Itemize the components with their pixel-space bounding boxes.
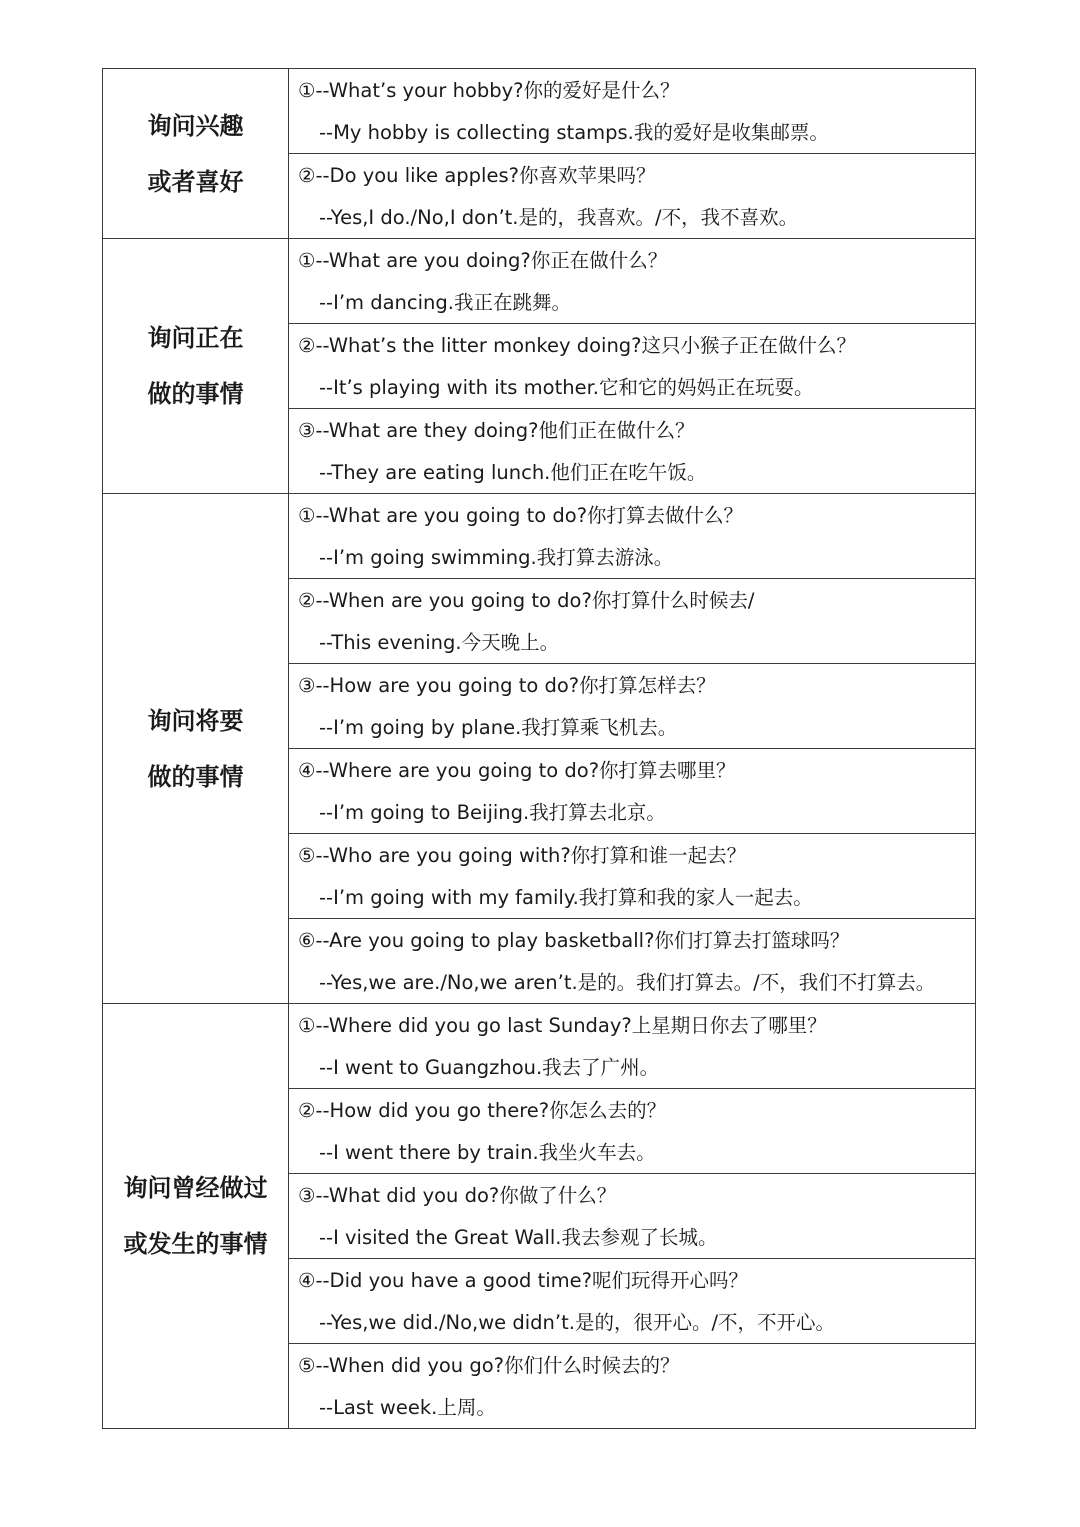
category-title-line: 询问正在: [147, 324, 244, 352]
answer-text: --I went to Guangzhou.我去了广州。: [319, 1056, 660, 1079]
category-cell: [103, 69, 289, 239]
category-title-line: 询问将要: [147, 706, 244, 735]
answer-text: --I’m going swimming.我打算去游泳。: [319, 546, 674, 569]
qa-cell: [289, 919, 976, 1004]
question-text: ⑤--Who are you going with?你打算和谁一起去？: [298, 844, 747, 867]
category-cell: [103, 494, 289, 1004]
question-text: ③--How are you going to do?你打算怎样去？: [298, 674, 716, 697]
answer-text: --They are eating lunch.他们正在吃午饭。: [319, 461, 707, 484]
qa-cell: [289, 834, 976, 919]
category-cell: [103, 239, 289, 494]
category-title-line: 或发生的事情: [123, 1230, 268, 1258]
question-text: ①--What are you going to do?你打算去做什么？: [298, 504, 744, 527]
answer-text: --Yes,we are./No,we aren’t.是的。我们打算去。/不，我们不打算去。: [319, 971, 936, 994]
table-row: [103, 494, 976, 579]
answer-text: --Yes,I do./No,I don’t.是的，我喜欢。/不，我不喜欢。: [319, 206, 799, 229]
qa-cell: [289, 69, 976, 154]
question-text: ③--What are they doing?他们正在做什么？: [298, 419, 695, 442]
answer-text: --I’m going with my family.我打算和我的家人一起去。: [319, 886, 813, 909]
answer-text: --Yes,we did./No,we didn’t.是的，很开心。/不，不开心。: [319, 1311, 836, 1334]
question-text: ①--What’s your hobby?你的爱好是什么？: [298, 79, 680, 102]
qa-cell: [289, 409, 976, 494]
answer-text: --My hobby is collecting stamps.我的爱好是收集邮票。: [319, 121, 829, 144]
category-cell: [103, 1004, 289, 1429]
question-text: ④--Did you have a good time?呢们玩得开心吗？: [298, 1269, 749, 1292]
qa-cell: [289, 1259, 976, 1344]
qa-cell: [289, 749, 976, 834]
table-row: [103, 1004, 976, 1089]
answer-text: --This evening.今天晚上。: [319, 631, 560, 654]
qa-cell: [289, 494, 976, 579]
category-title-line: 询问曾经做过: [123, 1174, 268, 1202]
qa-cell: [289, 1089, 976, 1174]
qa-cell: [289, 324, 976, 409]
question-text: ②--How did you go there?你怎么去的？: [298, 1099, 667, 1122]
qa-cell: [289, 1344, 976, 1429]
question-text: ②--When are you going to do?你打算什么时候去/: [298, 589, 755, 612]
phrase-table-body: [103, 69, 976, 1429]
answer-text: --I went there by train.我坐火车去。: [319, 1141, 656, 1164]
answer-text: --I’m going to Beijing.我打算去北京。: [319, 801, 666, 824]
phrase-table: [102, 68, 976, 1429]
answer-text: --It’s playing with its mother.它和它的妈妈正在玩耍。: [319, 376, 814, 399]
table-row: [103, 239, 976, 324]
answer-text: --I’m dancing.我正在跳舞。: [319, 291, 571, 314]
category-title-line: 或者喜好: [147, 167, 244, 196]
qa-cell: [289, 1004, 976, 1089]
question-text: ①--What are you doing?你正在做什么？: [298, 249, 668, 272]
answer-text: --I visited the Great Wall.我去参观了长城。: [319, 1226, 718, 1249]
table-row: [103, 69, 976, 154]
qa-cell: [289, 664, 976, 749]
question-text: ④--Where are you going to do?你打算去哪里？: [298, 759, 736, 782]
answer-text: --I’m going by plane.我打算乘飞机去。: [319, 716, 678, 739]
question-text: ②--What’s the litter monkey doing?这只小猴子正在做什么？: [298, 334, 857, 357]
question-text: ①--Where did you go last Sunday?上星期日你去了哪里？: [298, 1014, 827, 1037]
question-text: ⑤--When did you go?你们什么时候去的？: [298, 1354, 680, 1377]
qa-cell: [289, 579, 976, 664]
qa-cell: [289, 1174, 976, 1259]
qa-cell: [289, 154, 976, 239]
question-text: ⑥--Are you going to play basketball?你们打算去打篮球吗？: [298, 929, 850, 952]
question-text: ③--What did you do?你做了什么？: [298, 1184, 617, 1207]
category-title-line: 做的事情: [147, 762, 244, 791]
category-title-line: 做的事情: [147, 380, 244, 408]
qa-cell: [289, 239, 976, 324]
question-text: ②--Do you like apples?你喜欢苹果吗？: [298, 164, 656, 187]
answer-text: --Last week.上周。: [319, 1396, 496, 1419]
category-title-line: 询问兴趣: [147, 111, 244, 140]
